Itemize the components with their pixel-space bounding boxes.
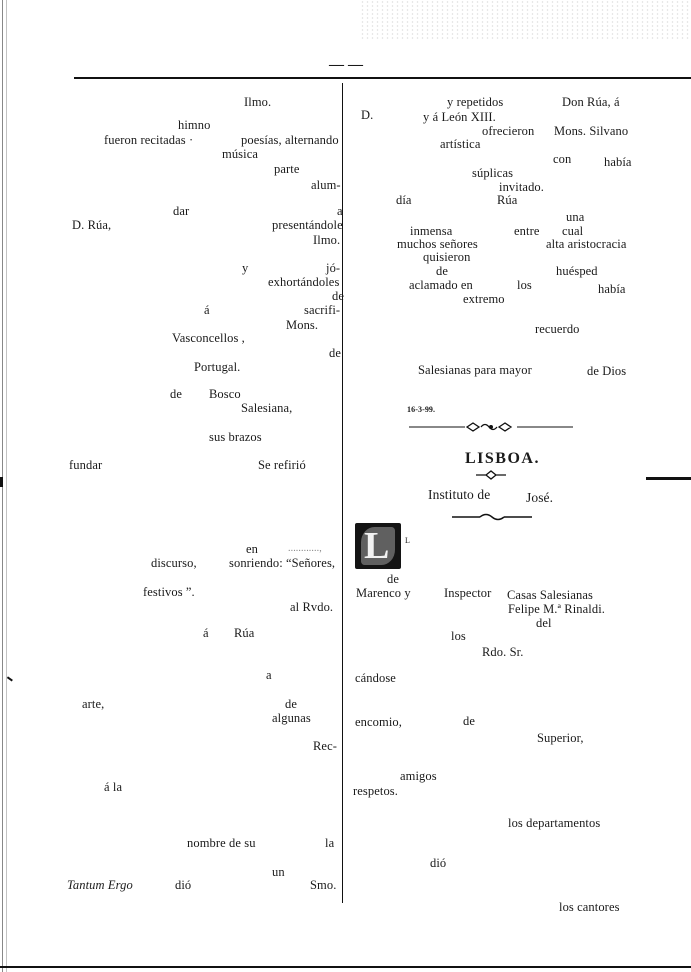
word: alta aristocracia <box>546 237 627 251</box>
word: a <box>266 668 272 682</box>
decorative-initial: L <box>355 523 401 569</box>
title-ornament <box>474 470 508 480</box>
word: de <box>332 289 344 303</box>
word: encomio, <box>355 715 402 729</box>
word: de <box>387 572 399 586</box>
word: quisieron <box>423 250 471 264</box>
word: con <box>553 152 572 166</box>
word: Smo. <box>310 878 337 892</box>
word: nombre de su <box>187 836 256 850</box>
word: un <box>272 865 285 879</box>
word: ofrecieron <box>482 124 535 138</box>
word: exhortándoles <box>268 275 340 289</box>
word: del <box>536 616 552 630</box>
word: Rdo. Sr. <box>482 645 524 659</box>
page-header-marks: — — <box>329 57 364 73</box>
word: aclamado en <box>409 278 473 292</box>
word: festivos ”. <box>143 585 195 599</box>
word: había <box>598 282 626 296</box>
word: música <box>222 147 259 161</box>
word: Marenco y <box>356 586 411 600</box>
word: dar <box>173 204 190 218</box>
word: parte <box>274 162 300 176</box>
word: Superior, <box>537 731 584 745</box>
word: Mons. <box>286 318 319 332</box>
word: súplicas <box>472 166 514 180</box>
word: sonriendo: “Señores, <box>229 556 336 570</box>
word: Salesiana, <box>241 401 293 415</box>
word: los departamentos <box>508 816 601 830</box>
word: Rec- <box>313 739 337 753</box>
word: entre <box>514 224 540 238</box>
word: discurso, <box>151 556 197 570</box>
word: una <box>566 210 585 224</box>
scan-edge-left-faint <box>6 0 7 972</box>
word: arte, <box>82 697 105 711</box>
word: Inspector <box>444 586 492 600</box>
word: día <box>396 193 412 207</box>
word: á la <box>104 780 123 794</box>
word: Bosco <box>209 387 241 401</box>
word: inmensa <box>410 224 453 238</box>
word: á <box>204 303 210 317</box>
word: Felipe M.ª Rinaldi. <box>508 602 606 616</box>
section-subtitle: José. <box>526 490 554 505</box>
word: Ilmo. <box>313 233 341 247</box>
word: invitado. <box>499 180 544 194</box>
margin-mark <box>646 477 691 480</box>
word: algunas <box>272 711 311 725</box>
word: los <box>451 629 466 643</box>
word: y repetidos <box>447 95 504 109</box>
word: cual <box>562 224 584 238</box>
word: dió <box>430 856 447 870</box>
word: muchos señores <box>397 237 478 251</box>
word: los <box>517 278 532 292</box>
word: Mons. Silvano <box>554 124 629 138</box>
word: de <box>170 387 182 401</box>
word-italic: Tantum Ergo <box>67 878 133 892</box>
word: sus brazos <box>209 430 262 444</box>
word: fueron recitadas · <box>104 133 194 147</box>
word: a <box>337 204 343 218</box>
word: de <box>436 264 448 278</box>
word: sacrifi- <box>304 303 341 317</box>
word: respetos. <box>353 784 398 798</box>
section-title: LISBOA. <box>465 450 540 467</box>
word: los cantores <box>559 900 620 914</box>
word: Rúa <box>234 626 255 640</box>
word: en <box>246 542 258 556</box>
word: D. Rúa, <box>72 218 112 232</box>
word: al Rvdo. <box>290 600 334 614</box>
word: presentándole <box>272 218 343 232</box>
word: jó- <box>326 261 341 275</box>
word: y á León XIII. <box>423 110 496 124</box>
word: había <box>604 155 632 169</box>
word: de <box>329 346 341 360</box>
word: á <box>203 626 209 640</box>
word: Rúa <box>497 193 518 207</box>
word: de <box>285 697 297 711</box>
date-line: 16-3-99. <box>407 405 436 414</box>
word: de <box>463 714 475 728</box>
word: Portugal. <box>194 360 241 374</box>
header-rule <box>74 77 691 79</box>
word: poesías, alternando <box>241 133 339 147</box>
word: fundar <box>69 458 103 472</box>
word: himno <box>178 118 211 132</box>
word: de Dios <box>587 364 627 378</box>
word: dió <box>175 878 192 892</box>
ornament-separator <box>452 512 532 522</box>
dropcap-continuation: L <box>405 536 410 545</box>
word: huésped <box>556 264 598 278</box>
word: Don Rúa, á <box>562 95 620 109</box>
word: Salesianas para mayor <box>418 363 532 377</box>
word: D. <box>361 108 374 122</box>
word: recuerdo <box>535 322 580 336</box>
bottom-edge-line <box>0 966 691 968</box>
word: y <box>242 261 249 275</box>
word: Se refirió <box>258 458 306 472</box>
ornament-separator <box>409 421 573 433</box>
word: artística <box>440 137 481 151</box>
word: Ilmo. <box>244 95 272 109</box>
stray-mark <box>7 676 13 681</box>
word: amigos <box>400 769 437 783</box>
margin-mark <box>0 477 3 487</box>
dotted-fill: ............, <box>288 543 322 554</box>
section-subtitle: Instituto de <box>428 487 491 502</box>
word: alum- <box>311 178 341 192</box>
word: Vasconcellos , <box>172 331 245 345</box>
word: la <box>325 836 335 850</box>
word: cándose <box>355 671 396 685</box>
word: Casas Salesianas <box>507 588 593 602</box>
word: extremo <box>463 292 505 306</box>
top-speckle-noise <box>360 0 691 40</box>
